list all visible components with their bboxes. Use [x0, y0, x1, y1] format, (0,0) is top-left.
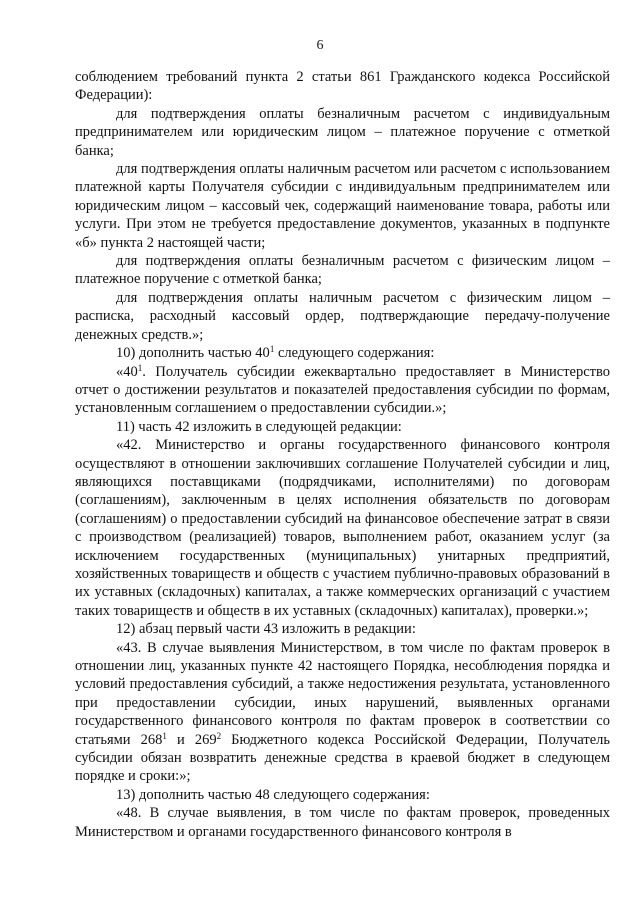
paragraph-part-48: «48. В случае выявления, в том числе по фактам проверок, проведенных Министерством и органами государственного финансового контроля в [75, 805, 610, 840]
text-fragment: 10) дополнить частью 40 [116, 345, 270, 362]
text-fragment: и 269 [166, 731, 217, 748]
superscript: 1 [162, 730, 167, 741]
paragraph-cash-individual: для подтверждения оплаты наличным расчетом с физическим лицом – расписка, расходный кассовый ордер, подтверждающие передачу-получение денежных средств.»; [75, 289, 610, 343]
text-fragment: «43. В случае выявления Министерством, в том числе по фактам проверок в отношении лиц, указанных пункте 42 настоящего Порядка, несоблюдения порядка и условий предоставления субсидий, а также недостижения результата, установленного при предоставлении субсидии, иных нарушений, выявленных органами государственного финансового контроля по фактам проверок в соответствии со статьями 268 [75, 639, 610, 748]
paragraph-item-11: 11) часть 42 изложить в следующей редакции: [116, 418, 402, 435]
paragraph-item-13: 13) дополнить частью 48 следующего содержания: [116, 786, 430, 803]
paragraph-continuation: соблюдением требований пункта 2 статьи 861 Гражданского кодекса Российской Федерации): [75, 69, 610, 104]
superscript: 1 [137, 362, 143, 373]
superscript: 2 [216, 730, 222, 741]
paragraph-part-43 [75, 639, 610, 786]
paragraph-cashless-legal: для подтверждения оплаты безналичным расчетом с индивидуальным предпринимателем или юридическим лицом – платежное поручение с отметкой банка; [75, 105, 610, 159]
paragraph-part-40-1 [75, 363, 610, 418]
text-fragment: следующего содержания: [274, 345, 435, 362]
page-number: 6 [316, 38, 324, 53]
document-body [75, 68, 610, 841]
text-fragment: . Получатель субсидии ежеквартально предоставляет в Министерство отчет о достижении результатов и показателей предоставления субсидии по формам, установленным соглашением о предоставлении субсидии.»; [75, 363, 610, 417]
superscript: 1 [269, 344, 275, 355]
paragraph-cashless-individual: для подтверждения оплаты безналичным расчетом с физическим лицом – платежное поручение с отметкой банка; [75, 253, 610, 288]
text-fragment: «40 [116, 363, 138, 380]
paragraph-part-42: «42. Министерство и органы государственного финансового контроля осуществляют в отношении заключивших соглашение Получателей субсидии и лиц, являющихся поставщиками (подрядчиками, исполнителями) по договорам (соглашениям), заключенным в целях исполнения обязательств по договорам (соглашениям) о предоставлении субсидий на финансовое обеспечение затрат в связи с производством (реализацией) товаров, выполнением работ, оказанием услуг (за исключением государственных (муниципальных) унитарных предприятий, хозяйственных товариществ и обществ с участием публично-правовых образований в их уставных (складочных) капиталах, а также коммерческих организаций с участием таких товариществ и обществ в их уставных (складочных) капиталах), проверки.»; [75, 437, 610, 619]
paragraph-item-10 [75, 344, 610, 362]
text-fragment: Бюджетного кодекса Российской Федерации, Получатель субсидии обязан возвратить денежные средства в краевой бюджет в следующем порядке и сроки:»; [75, 731, 610, 785]
paragraph-cash-card-legal: для подтверждения оплаты наличным расчетом или расчетом с использованием платежной карты Получателя субсидии с индивидуальным предпринимателем или юридическим лицом – кассовый чек, содержащий наименование товара, работы или услуги. При этом не требуется предоставление документов, указанных в подпункте «б» пункта 2 настоящей части; [75, 161, 610, 251]
paragraph-item-12: 12) абзац первый части 43 изложить в редакции: [116, 621, 416, 638]
